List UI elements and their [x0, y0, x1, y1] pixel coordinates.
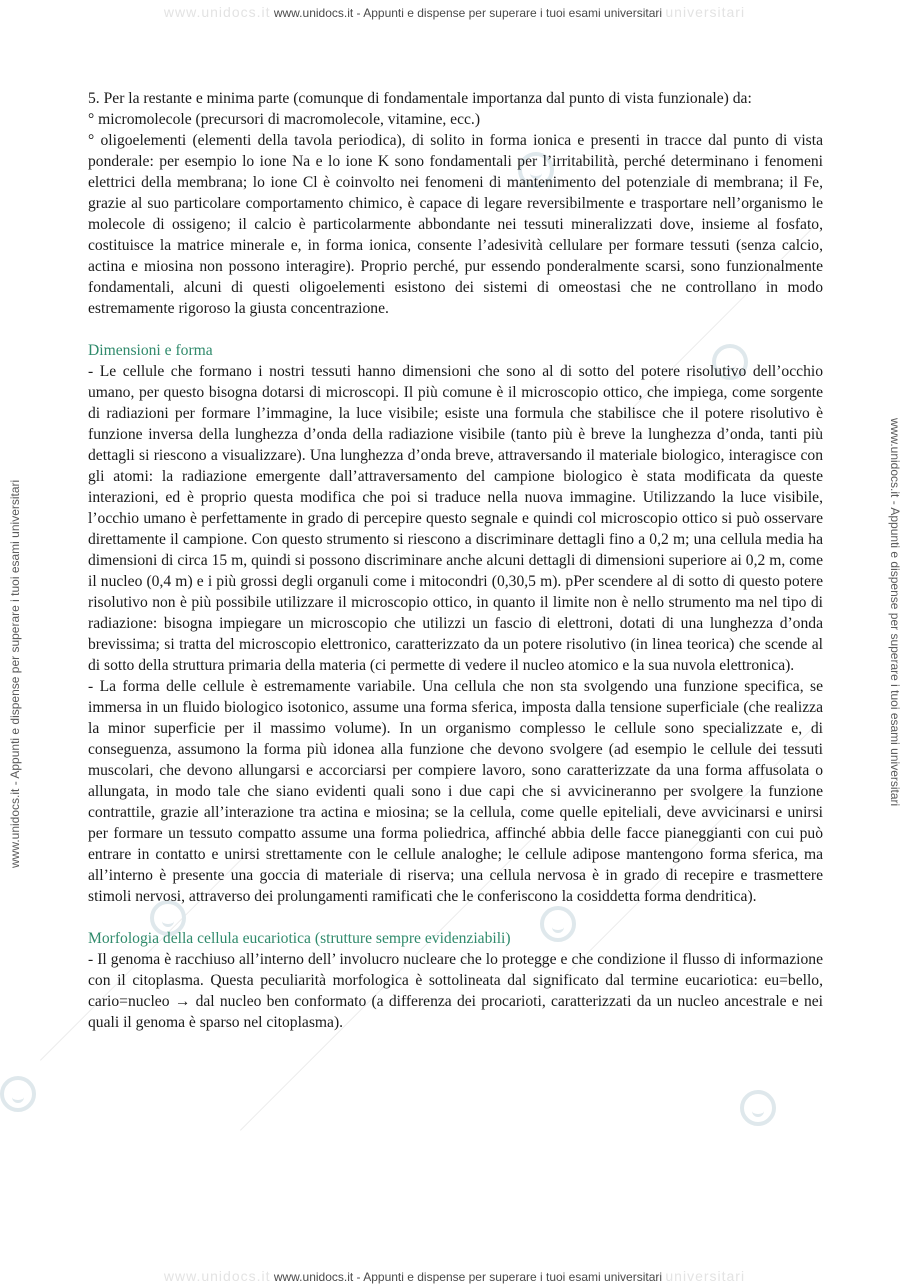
section5-intro: 5. Per la restante e minima parte (comunque di fondamentale importanza dal punto di vista funzionale) da:	[88, 90, 752, 107]
watermark-ghost-text: universitari	[665, 4, 746, 20]
dimensioni-paragraph-1: - Le cellule che formano i nostri tessuti hanno dimensioni che sono al di sotto del potere risolutivo dell’occhio umano, per questo bisogna dotarsi di microscopi. Il più comune è il microscopio ottico, che impiega, come sorgente di radiazioni per formare l’immagine, la luce visibile; esiste una formula che stabilisce che il potere risolutivo è funzione inversa della lunghezza d’onda della radiazione visibile (tanto più è breve la lunghezza d’onda, tanti più dettagli si riescono a visualizzare). Una lunghezza d’onda breve, attraversando il materiale biologico, interagisce con gli atomi: la radiazione emergente dall’attraversamento del campione biologico è stata modificata da queste interazioni, ed è proprio questa modifica che poi si traduce nella nuova immagine. Utilizzando la luce visibile, l’occhio umano è perfettamente in grado di percepire questo segnale e quindi col microscopio ottico si può osservare direttamente il campione. Con questo strumento si riescono a discriminare dettagli fino a 0,2 m; una cellula media ha dimensioni di circa 15 m, quindi si possono discriminare anche alcuni dettagli di dimensioni superiore ai 0,2 m, come il nucleo (0,4 m) e i più grossi degli organuli come i mitocondri (0,30,5 m). pPer scendere al di sotto di questo potere risolutivo non è più possibile utilizzare il microscopio ottico, in quanto il limite non è nello strumento ma nel tipo di radiazione: bisogna impiegare un microscopio che utilizzi un fascio di elettroni, dotati di una lunghezza d’onda brevissima; si tratta del microscopio elettronico, caratterizzato da un potere risolutivo (in linea teorica) che scende al di sotto della struttura primaria della materia (ci permette di vedere il nucleo atomico e la sua nuvola elettronica).	[88, 363, 823, 674]
watermark-footer	[0, 1268, 909, 1284]
section5-item-oligoelementi: ° oligoelementi (elementi della tavola periodica), di solito in forma ionica e presenti in tracce dal punto di vista ponderale: per esempio lo ione Na e lo ione K sono fondamentali per l’irritabilità, perché determinano i fenomeni elettrici della membrana; lo ione Cl è coinvolto nei fenomeni di mantenimento del potenziale di membrana; il Fe, grazie al suo particolare comportamento chimico, è capace di legare reversibilmente e trasportare nell’organismo le molecole di ossigeno; il calcio è particolarmente abbondante nei tessuti mineralizzati dove, insieme al fosfato, costituisce la matrice minerale e, in forma ionica, consente l’adesività cellulare per formare tessuti (senza calcio, actina e miosina non possono interagire). Proprio perché, pur essendo ponderalmente scarsi, sono funzionalmente fondamentali, alcuni di questi oligoelementi esistono dei sistemi di omeostasi che ne controllano in modo estremamente rigoroso la giusta concentrazione.	[88, 132, 823, 317]
heading-morfologia: Morfologia della cellula eucariotica (strutture sempre evidenziabili)	[88, 930, 511, 947]
section5-item-micromolecole: ° micromolecole (precursori di macromolecole, vitamine, ecc.)	[88, 111, 481, 128]
watermark-logo-icon	[740, 1090, 776, 1126]
watermark-ghost-text: www.unidocs.it	[163, 1268, 271, 1284]
watermark-logo-icon	[0, 1076, 36, 1112]
document-body	[88, 88, 823, 1033]
watermark-ghost-text: www.unidocs.it	[163, 4, 271, 20]
watermark-ghost-text: universitari	[665, 1268, 746, 1284]
watermark-header	[0, 4, 909, 20]
watermark-main-text: www.unidocs.it - Appunti e dispense per superare i tuoi esami universitari	[273, 6, 663, 20]
watermark-left: www.unidocs.it - Appunti e dispense per superare i tuoi esami universitari	[8, 479, 22, 868]
morfologia-paragraph-1: - Il genoma è racchiuso all’interno dell’ involucro nucleare che lo protegge e che condizione il flusso di informazione con il citoplasma. Questa peculiarità morfologica è sottolineata dal significato dal termine eucariotica: eu=bello, cario=nucleo → dal nucleo ben conformato (a differenza dei procarioti, caratterizzati da un nucleo ancestrale e nei quali il genoma è sparso nel citoplasma).	[88, 951, 823, 1031]
watermark-main-text: www.unidocs.it - Appunti e dispense per superare i tuoi esami universitari	[273, 1270, 663, 1284]
watermark-right: www.unidocs.it - Appunti e dispense per superare i tuoi esami universitari	[888, 418, 902, 807]
heading-dimensioni-forma: Dimensioni e forma	[88, 342, 213, 359]
dimensioni-paragraph-2: - La forma delle cellule è estremamente variabile. Una cellula che non sta svolgendo una funzione specifica, se immersa in un fluido biologico isotonico, assume una forma sferica, imposta dalla tensione superficiale (che realizza la minor superficie per il massimo volume). In un organismo complesso le cellule sono specializzate e, di conseguenza, assumono la forma più idonea alla funzione che devono svolgere (ad esempio le cellule dei tessuti muscolari, che devono allungarsi e accorciarsi per compiere lavoro, sono caratterizzate da una forma affusolata o allungata, in modo tale che siano evidenti quali sono i due capi che si avvicineranno per svolgere la funzione contrattile, grazie all’interazione tra actina e miosina; se la cellula, come quelle epiteliali, deve avvicinarsi e unirsi per formare un tessuto compatto assume una forma poliedrica, affinché abbia delle facce pianeggianti con cui può entrare in contatto e unirsi strettamente con le cellule analoghe; le cellule adipose mantengono forma sferica, ma all’interno è presente una goccia di materiale di riserva; una cellula nervosa è in grado di recepire e trasmettere stimoli nervosi, attraverso dei prolungamenti ramificati che le conferiscono la cosiddetta forma dendritica).	[88, 678, 823, 905]
